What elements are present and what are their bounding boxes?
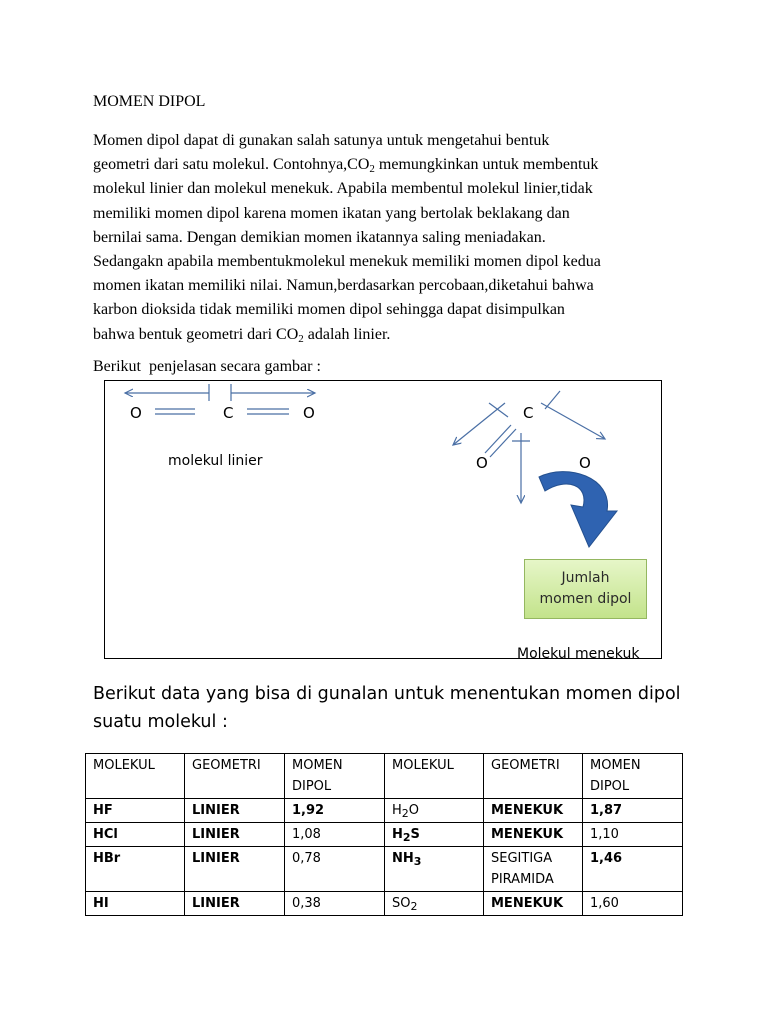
- bent-c: C: [523, 404, 534, 422]
- figure-caption: Berikut penjelasan secara gambar :: [93, 358, 321, 375]
- table-header-row: [86, 754, 683, 799]
- table-cell: LINIER: [185, 799, 285, 823]
- table-cell: HF: [86, 799, 185, 823]
- paragraph-line: memiliki momen dipol karena momen ikatan yang bertolak beklakang dan: [93, 204, 570, 222]
- curved-arrow: [539, 472, 617, 547]
- linear-molecule-label: molekul linier: [168, 453, 263, 469]
- sum-box-line: Jumlah: [561, 570, 610, 586]
- dipole-table: [85, 753, 683, 916]
- table-cell: 1,87: [583, 799, 683, 823]
- paragraph-line: momen ikatan memiliki nilai. Namun,berdasarkan percobaan,diketahui bahwa: [93, 277, 594, 295]
- table-cell: 0,78: [285, 847, 385, 892]
- dipole-arrow-right: [541, 403, 605, 439]
- linear-o-left: O: [130, 404, 142, 422]
- table-cell: $NH_3$: [385, 847, 484, 892]
- header-cell: MOLEKUL: [385, 754, 484, 799]
- table-cell: SEGITIGA PIRAMIDA: [484, 847, 583, 892]
- paragraph-line: Momen dipol dapat di gunakan salah satunya untuk mengetahui bentuk: [93, 132, 550, 149]
- table-row: [86, 799, 683, 823]
- table-cell: HCl: [86, 823, 185, 847]
- paragraph-line: karbon dioksida tidak memiliki momen dipol sehingga dapat disimpulkan: [93, 301, 565, 319]
- dipole-sum-box: [524, 559, 647, 619]
- paragraph-line: geometri dari satu molekul. $Contohnya,CO_2$ memungkinkan untuk membentuk: [93, 156, 599, 176]
- sum-box-line: momen dipol: [539, 591, 632, 607]
- table-cell: 0,38: [285, 892, 385, 916]
- table-cell: $SO_2$: [385, 892, 484, 916]
- table-cell: MENEKUK: [484, 823, 583, 847]
- intro-line: suatu molekul :: [93, 712, 228, 732]
- table-cell: MENEKUK: [484, 892, 583, 916]
- bent-o-right: O: [579, 454, 591, 472]
- header-cell: MOMEN DIPOL: [285, 754, 385, 799]
- bent-o-left: O: [476, 454, 488, 472]
- linear-o-right: O: [303, 404, 315, 422]
- dipole-figure: [104, 380, 662, 662]
- page-title: MOMEN DIPOL: [93, 93, 206, 110]
- table-intro: [93, 680, 693, 736]
- intro-line: Berikut data yang bisa di gunalan untuk menentukan momen dipol: [93, 684, 681, 704]
- table-cell: 1,46: [583, 847, 683, 892]
- table-cell: 1,10: [583, 823, 683, 847]
- body-paragraph: [93, 129, 683, 347]
- header-cell: MOMEN DIPOL: [583, 754, 683, 799]
- table-cell: $H_2S$: [385, 823, 484, 847]
- table-row: [86, 823, 683, 847]
- header-cell: GEOMETRI: [185, 754, 285, 799]
- paragraph-line: bahwa bentuk geometri dari $CO_2$ adalah linier.: [93, 325, 391, 345]
- table-cell: 1,08: [285, 823, 385, 847]
- table-cell: LINIER: [185, 892, 285, 916]
- bent-molecule-label: Molekul menekuk: [517, 646, 640, 662]
- linear-c: C: [223, 404, 234, 422]
- table-row: [86, 892, 683, 916]
- table-cell: HBr: [86, 847, 185, 892]
- header-cell: GEOMETRI: [484, 754, 583, 799]
- paragraph-line: Sedangakn apabila membentukmolekul menekuk memiliki momen dipol kedua: [93, 253, 601, 271]
- dipole-arrow-tail-cross: [545, 391, 560, 409]
- table-cell: 1,92: [285, 799, 385, 823]
- table-cell: $H_2O$: [385, 799, 484, 823]
- paragraph-line: bernilai sama. Dengan demikian momen ikatannya saling meniadakan.: [93, 228, 546, 246]
- table-cell: HI: [86, 892, 185, 916]
- table-row: [86, 847, 683, 892]
- dipole-arrow-tail-cross: [489, 403, 508, 417]
- table-cell: MENEKUK: [484, 799, 583, 823]
- table-cell: 1,60: [583, 892, 683, 916]
- table-cell: LINIER: [185, 823, 285, 847]
- header-cell: MOLEKUL: [86, 754, 185, 799]
- table-cell: LINIER: [185, 847, 285, 892]
- paragraph-line: molekul linier dan molekul menekuk. Apabila membentul molekul linier,tidak: [93, 180, 593, 198]
